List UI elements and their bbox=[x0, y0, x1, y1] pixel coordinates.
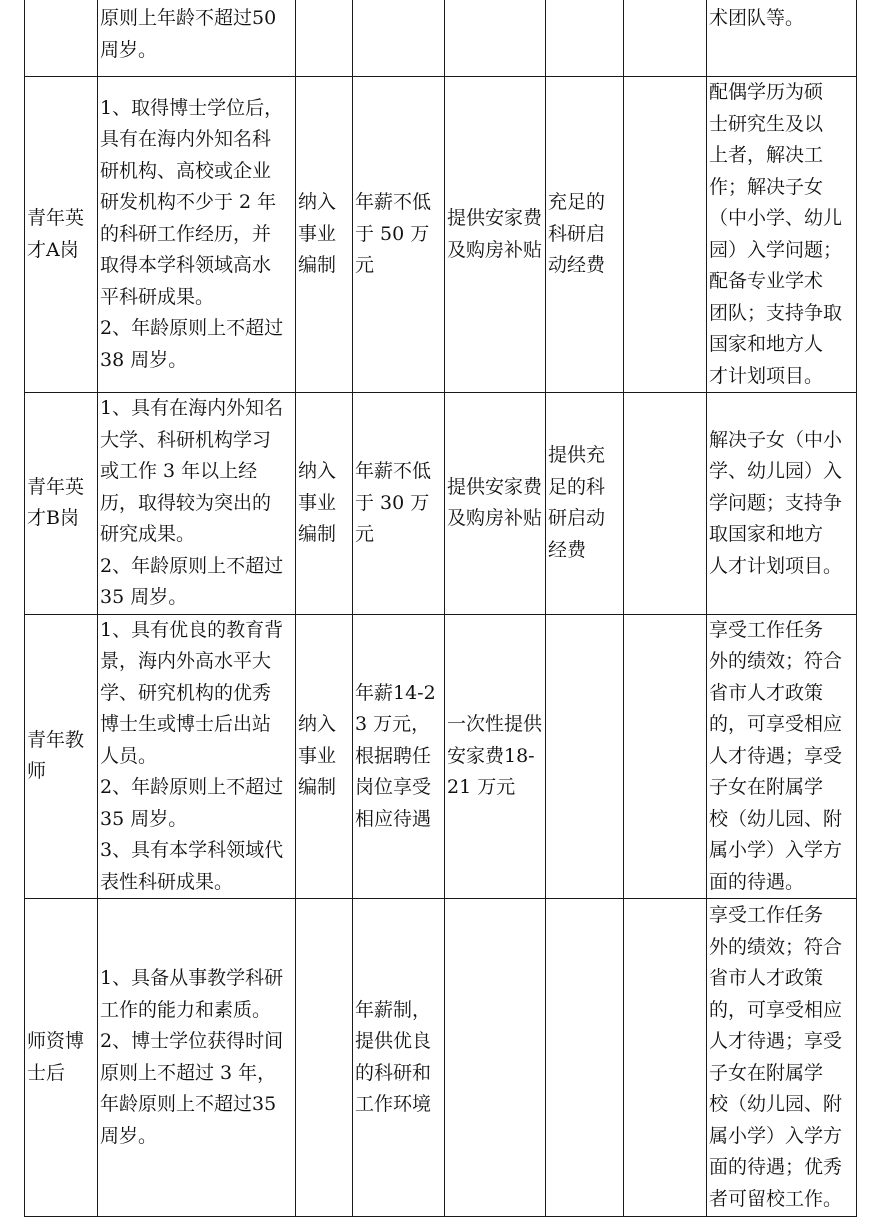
salary-cell: 年薪14-23 万元，根据聘任岗位享受相应待遇 bbox=[353, 614, 445, 899]
housing-cell: 一次性提供安家费18-21 万元 bbox=[445, 614, 546, 899]
housing-cell bbox=[445, 899, 546, 1217]
empty-cell bbox=[624, 899, 707, 1217]
requirements-cell: 1、具备从事教学科研 工作的能力和素质。 2、博士学位获得时间 原则上不超过 3 年， 年龄原则上不超过35 周岁。 bbox=[98, 899, 296, 1217]
staffing-cell bbox=[296, 0, 353, 77]
salary-cell: 年薪不低于 50 万元 bbox=[353, 77, 445, 393]
research-funds-cell: 充足的科研启动经费 bbox=[546, 77, 624, 393]
requirements-cell: 1、具有在海内外知名 大学、科研机构学习 或工作 3 年以上经 历，取得较为突出的 研究成果。 2、年龄原则上不超过 35 周岁。 bbox=[98, 393, 296, 615]
staffing-cell: 纳入事业编制 bbox=[296, 393, 353, 615]
staffing-cell bbox=[296, 899, 353, 1217]
empty-cell bbox=[624, 0, 707, 77]
housing-cell bbox=[445, 0, 546, 77]
other-benefits-cell: 术团队等。 bbox=[707, 0, 857, 77]
salary-cell: 年薪不低于 30 万元 bbox=[353, 393, 445, 615]
research-funds-cell bbox=[546, 0, 624, 77]
position-cell: 青年教师 bbox=[25, 614, 98, 899]
table-row bbox=[25, 899, 857, 1217]
research-funds-cell bbox=[546, 899, 624, 1217]
salary-cell bbox=[353, 0, 445, 77]
research-funds-cell: 提供充足的科研启动经费 bbox=[546, 393, 624, 615]
empty-cell bbox=[624, 393, 707, 615]
requirements-cell: 1、取得博士学位后， 具有在海内外知名科 研机构、高校或企业 研发机构不少于 2 年 的科研工作经历，并 取得本学科领域高水 平科研成果。 2、年龄原则上不超过 38 周岁。 bbox=[98, 77, 296, 393]
empty-cell bbox=[624, 614, 707, 899]
staffing-cell: 纳入事业编制 bbox=[296, 77, 353, 393]
other-benefits-cell: 解决子女（中小 学、幼儿园）入 学问题；支持争 取国家和地方 人才计划项目。 bbox=[707, 393, 857, 615]
table-row bbox=[25, 0, 857, 77]
other-benefits-cell: 享受工作任务 外的绩效；符合 省市人才政策 的，可享受相应 人才待遇；享受 子女在附属学 校（幼儿园、附 属小学）入学方 面的待遇；优秀 者可留校工作。 bbox=[707, 899, 857, 1217]
housing-cell: 提供安家费及购房补贴 bbox=[445, 77, 546, 393]
position-cell: 青年英才A岗 bbox=[25, 77, 98, 393]
staffing-cell: 纳入事业编制 bbox=[296, 614, 353, 899]
table-row bbox=[25, 393, 857, 615]
table-row bbox=[25, 77, 857, 393]
position-cell bbox=[25, 0, 98, 77]
table-row bbox=[25, 614, 857, 899]
position-cell: 师资博士后 bbox=[25, 899, 98, 1217]
other-benefits-cell: 享受工作任务 外的绩效；符合 省市人才政策 的，可享受相应 人才待遇；享受 子女在附属学 校（幼儿园、附 属小学）入学方 面的待遇。 bbox=[707, 614, 857, 899]
empty-cell bbox=[624, 77, 707, 393]
requirements-cell: 1、具有优良的教育背 景，海内外高水平大 学、研究机构的优秀 博士生或博士后出站 人员。 2、年龄原则上不超过 35 周岁。 3、具有本学科领域代 表性科研成果。 bbox=[98, 614, 296, 899]
talent-policy-table bbox=[24, 0, 857, 1217]
position-cell: 青年英才B岗 bbox=[25, 393, 98, 615]
housing-cell: 提供安家费及购房补贴 bbox=[445, 393, 546, 615]
requirements-cell: 原则上年龄不超过50 周岁。 bbox=[98, 0, 296, 77]
other-benefits-cell: 配偶学历为硕 士研究生及以 上者，解决工 作；解决子女 （中小学、幼儿 园）入学问题； 配备专业学术 团队；支持争取 国家和地方人 才计划项目。 bbox=[707, 77, 857, 393]
salary-cell: 年薪制，提供优良的科研和工作环境 bbox=[353, 899, 445, 1217]
research-funds-cell bbox=[546, 614, 624, 899]
